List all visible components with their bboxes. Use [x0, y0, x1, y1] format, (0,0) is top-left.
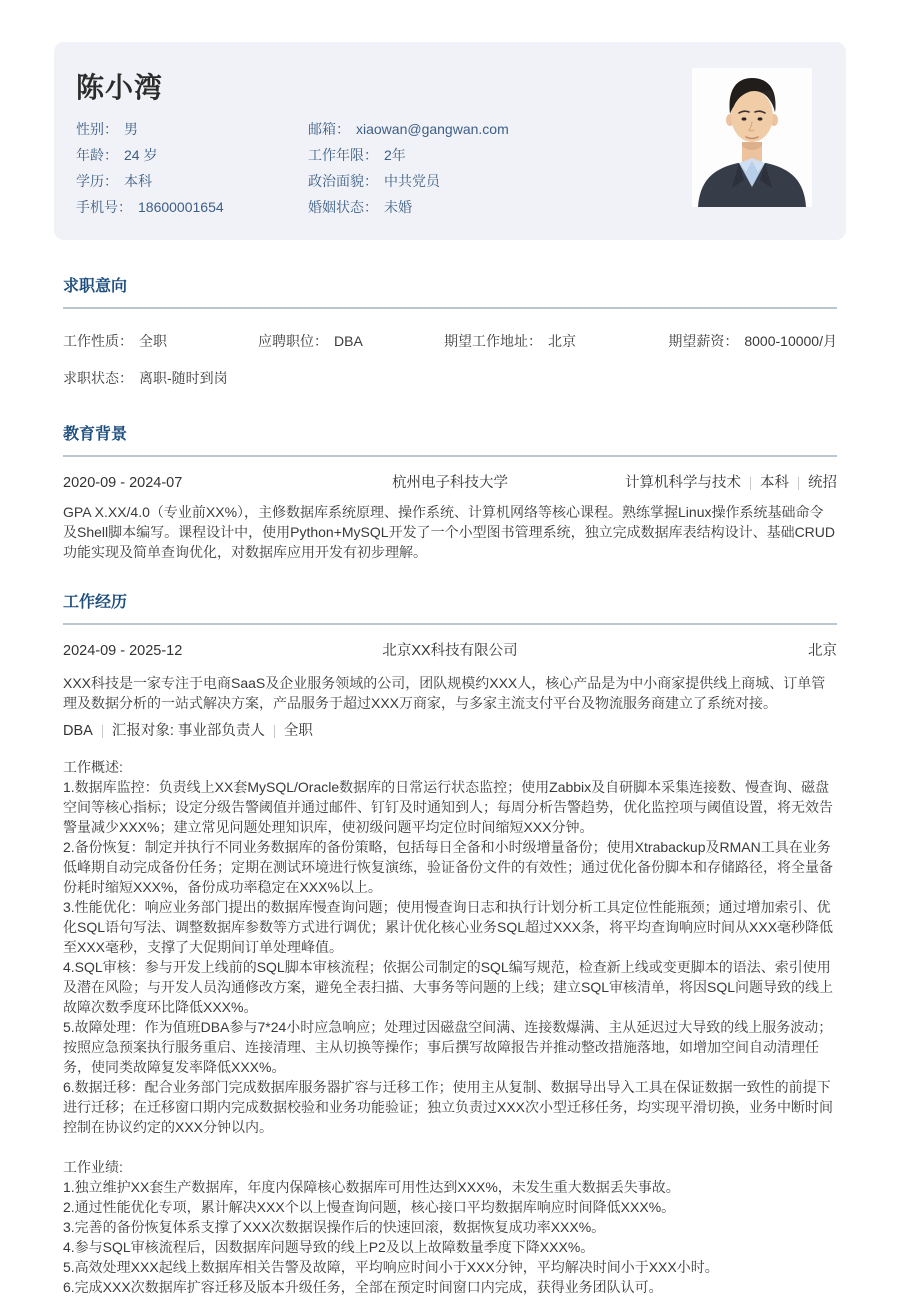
field-gender — [76, 116, 224, 142]
field-label: 手机号： — [76, 199, 132, 215]
section-job-intention — [63, 278, 837, 388]
work-achievements — [63, 1157, 837, 1297]
vertical-separator — [102, 725, 103, 738]
work-period: 2024-09 - 2025-12 — [63, 643, 183, 659]
education-spec — [625, 473, 837, 493]
field-value: 2年 — [384, 147, 406, 163]
field-marital-status — [308, 194, 509, 220]
work-overview — [63, 757, 837, 1137]
field-value: 24 岁 — [124, 147, 158, 163]
field-label: 工作年限： — [308, 147, 378, 163]
field-value: 离职-随时到岗 — [139, 370, 228, 386]
field-political-status — [308, 168, 509, 194]
education-description: GPA X.XX/4.0（专业前XX%），主修数据库系统原理、操作系统、计算机网络等核心课程。熟练掌握Linux操作系统基础命令及Shell脚本编写。课程设计中，使用Python+MySQL开发了一个小型图书管理系统，独立完成数据库表结构设计、基础CRUD功能实现及简单查询优化，对数据库应用开发有初步理解。 — [63, 504, 836, 560]
field-label: 期望工作地址： — [444, 333, 542, 349]
field-label: 性别： — [76, 121, 118, 137]
vertical-separator — [750, 477, 751, 490]
vertical-separator — [798, 477, 799, 490]
field-education — [76, 168, 224, 194]
header-fields-right — [308, 116, 509, 220]
job-intention-row-1 — [63, 331, 837, 351]
section-divider — [63, 455, 837, 457]
field-target-position — [258, 331, 444, 351]
resume-body — [63, 278, 837, 1297]
work-company: 北京XX科技有限公司 — [382, 643, 518, 659]
field-label: 政治面貌： — [308, 173, 378, 189]
candidate-name: 陈小湾 — [76, 72, 164, 103]
work-overview-item: 2.备份恢复：制定并执行不同业务数据库的备份策略，包括每日全备和小时级增量备份；使用Xtrabackup及RMAN工具在业务低峰期自动完成备份任务；定期在测试环境进行恢复演练，验证备份文件的有效性；通过优化备份脚本和存储路径，将全量备份耗时缩短XXX%，备份成功率稳定在XXX%以上。 — [63, 839, 833, 895]
field-label: 婚姻状态： — [308, 199, 378, 215]
field-value: 18600001654 — [138, 199, 224, 215]
section-title-education: 教育背景 — [63, 426, 128, 443]
field-target-location — [444, 331, 660, 351]
work-overview-item: 6.数据迁移：配合业务部门完成数据库服务器扩容与迁移工作；使用主从复制、数据导出导入工具在保证数据一致性的前提下进行迁移；在迁移窗口期内完成数据校验和业务功能验证；独立负责过XXX次小型迁移任务，均实现平滑切换，业务中断时间控制在协议约定的XXX分钟以内。 — [63, 1079, 834, 1135]
field-value: 未婚 — [384, 199, 412, 215]
work-achievement-item: 4.参与SQL审核流程后，因数据库问题导致的线上P2及以上故障数量季度下降XXX%。 — [63, 1239, 595, 1255]
work-meta-row — [63, 641, 837, 661]
field-label: 邮箱： — [308, 121, 350, 137]
profile-photo — [692, 68, 812, 207]
field-work-years — [308, 142, 509, 168]
field-job-status — [63, 368, 837, 388]
work-overview-item: 5.故障处理：作为值班DBA参与7*24小时应急响应；处理过因磁盘空间满、连接数爆满、主从延迟过大导致的线上服务波动；按照应急预案执行服务重启、连接清理、主从切换等操作；事后撰写故障报告并推动整改措施落地，如增加空间自动清理任务，使同类故障复发率降低XXX%。 — [63, 1019, 833, 1075]
work-overview-heading: 工作概述: — [63, 759, 123, 775]
vertical-separator — [274, 725, 275, 738]
field-label: 期望薪资： — [668, 333, 739, 349]
field-age — [76, 142, 224, 168]
work-achievement-item: 2.通过性能优化专项，累计解决XXX个以上慢查询问题，核心接口平均数据库响应时间降低XXX%。 — [63, 1199, 676, 1215]
work-achievement-item: 5.高效处理XXX起线上数据库相关告警及故障，平均响应时间小于XXX分钟，平均解决时间小于XXX小时。 — [63, 1259, 719, 1275]
education-degree: 本科 — [760, 475, 789, 491]
header-fields-left — [76, 116, 224, 220]
education-period: 2020-09 - 2024-07 — [63, 475, 183, 491]
work-position: DBA — [63, 723, 93, 739]
company-intro: XXX科技是一家专注于电商SaaS及企业服务领域的公司，团队规模约XXX人，核心产品是为中小商家提供线上商城、订单管理及数据分析的一站式解决方案，产品服务于超过XXX万商家，与多家主流支付平台及物流服务商建立了系统对接。 — [63, 675, 826, 711]
field-value: 全职 — [139, 333, 167, 349]
field-value: 本科 — [124, 173, 152, 189]
education-admission: 统招 — [808, 475, 837, 491]
education-major: 计算机科学与技术 — [625, 475, 741, 491]
work-overview-item: 1.数据库监控：负责线上XX套MySQL/Oracle数据库的日常运行状态监控；使用Zabbix及自研脚本采集连接数、慢查询、磁盘空间等核心指标；设定分级告警阈值并通过邮件、钉钉及时通知到人；每周分析告警趋势，优化监控项与阈值设置，将无效告警量减少XXX%；建立常见问题处理知识库，使初级问题平均定位时间缩短XXX分钟。 — [63, 779, 833, 835]
work-achievements-heading: 工作业绩: — [63, 1159, 123, 1175]
field-label: 应聘职位： — [258, 333, 328, 349]
field-value: 北京 — [548, 333, 576, 349]
field-label: 年龄： — [76, 147, 118, 163]
field-value: DBA — [334, 333, 363, 349]
work-employment-type: 全职 — [283, 723, 313, 739]
field-label: 工作性质： — [63, 333, 133, 349]
portrait-illustration — [692, 68, 812, 207]
field-value: 男 — [124, 121, 138, 137]
work-achievement-item: 3.完善的备份恢复体系支撑了XXX次数据误操作后的快速回滚，数据恢复成功率XXX%。 — [63, 1219, 606, 1235]
section-divider — [63, 623, 837, 625]
work-location: 北京 — [808, 643, 837, 659]
section-title-work: 工作经历 — [63, 594, 128, 611]
section-work-experience — [63, 594, 837, 1297]
work-report-to: 汇报对象: 事业部负责人 — [111, 723, 265, 739]
field-label: 学历： — [76, 173, 118, 189]
work-achievement-item: 1.独立维护XX套生产数据库，年度内保障核心数据库可用性达到XXX%，未发生重大数据丢失事故。 — [63, 1179, 680, 1195]
field-expected-salary — [660, 331, 837, 351]
work-achievement-item: 6.完成XXX次数据库扩容迁移及版本升级任务，全部在预定时间窗口内完成，获得业务团队认可。 — [63, 1279, 663, 1295]
section-education — [63, 426, 837, 562]
section-title-job-intention: 求职意向 — [63, 278, 128, 295]
header-card — [54, 42, 846, 240]
field-value: 8000-10000/月 — [744, 333, 837, 349]
work-position-row — [63, 721, 837, 741]
education-meta-row — [63, 473, 837, 493]
field-phone — [76, 194, 224, 220]
field-value: xiaowan@gangwan.com — [356, 121, 509, 137]
work-overview-item: 3.性能优化：响应业务部门提出的数据库慢查询问题；使用慢查询日志和执行计划分析工具定位性能瓶颈；通过增加索引、优化SQL语句写法、调整数据库参数等方式进行调优；累计优化核心业务SQL超过XXX条，将平均查询响应时间从XXX毫秒降低至XXX毫秒，支撑了大促期间订单处理峰值。 — [63, 899, 834, 955]
field-label: 求职状态： — [63, 370, 133, 386]
field-email — [308, 116, 509, 142]
section-divider — [63, 307, 837, 309]
field-value: 中共党员 — [384, 173, 440, 189]
work-overview-item: 4.SQL审核：参与开发上线前的SQL脚本审核流程；依据公司制定的SQL编写规范，检查新上线或变更脚本的语法、索引使用及潜在风险；与开发人员沟通修改方案，避免全表扫描、大事务等问题的上线；建立SQL审核清单，将因SQL问题导致的线上故障次数季度环比降低XXX%。 — [63, 959, 834, 1015]
education-school: 杭州电子科技大学 — [392, 475, 508, 491]
field-job-type — [63, 331, 258, 351]
